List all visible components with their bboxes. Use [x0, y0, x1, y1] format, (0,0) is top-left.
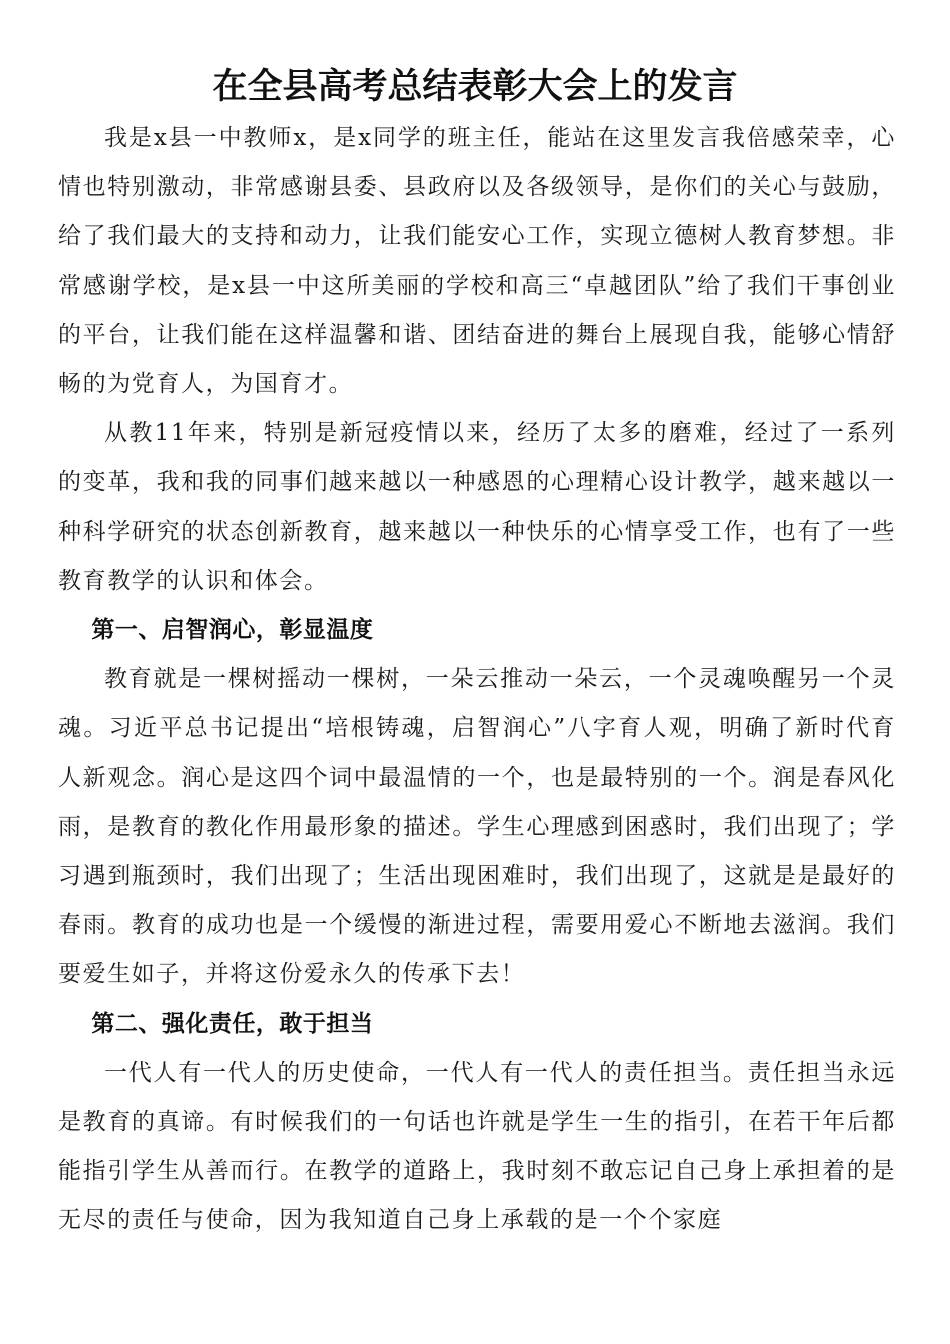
section-heading-1: 第一、启智润心，彰显温度 [91, 617, 374, 644]
document-title: 在全县高考总结表彰大会上的发言 [212, 66, 738, 107]
experience-paragraph: 从教11年来，特别是新冠疫情以来，经历了太多的磨难，经过了一系列的变革，我和我的同事们越来越以一种感恩的心理精心设计教学，越来越以一种科学研究的状态创新教育，越来越以一种快乐的心情享受工作，也有了一些教育教学的认识和体会。 [58, 420, 896, 594]
document-body [58, 114, 896, 1246]
section-paragraph-1: 教育就是一棵树摇动一棵树，一朵云推动一朵云，一个灵魂唤醒另一个灵魂。习近平总书记提出“培根铸魂，启智润心”八字育人观，明确了新时代育人新观念。润心是这四个词中最温情的一个，也是最特别的一个。润是春风化雨，是教育的教化作用最形象的描述。学生心理感到困惑时，我们出现了；学习遇到瓶颈时，我们出现了；生活出现困难时，我们出现了，这就是是最好的春雨。教育的成功也是一个缓慢的渐进过程，需要用爱心不断地去滋润。我们要爱生如子，并将这份爱永久的传承下去！ [58, 666, 896, 988]
section-paragraph-2: 一代人有一代人的历史使命，一代人有一代人的责任担当。责任担当永远是教育的真谛。有时候我们的一句话也许就是学生一生的指引，在若干年后都能指引学生从善而行。在教学的道路上，我时刻不敢忘记自己身上承担着的是无尽的责任与使命，因为我知道自己身上承载的是一个个家庭 [58, 1059, 896, 1234]
intro-paragraph: 我是x县一中教师x，是x同学的班主任，能站在这里发言我倍感荣幸，心情也特别激动，非常感谢县委、县政府以及各级领导，是你们的关心与鼓励，给了我们最大的支持和动力，让我们能安心工作，实现立德树人教育梦想。非常感谢学校，是x县一中这所美丽的学校和高三“卓越团队”给了我们干事创业的平台，让我们能在这样温馨和谐、团结奋进的舞台上展现自我，能够心情舒畅的为党育人，为国育才。 [58, 125, 896, 398]
section-heading-2: 第二、强化责任，敢于担当 [91, 1010, 374, 1037]
